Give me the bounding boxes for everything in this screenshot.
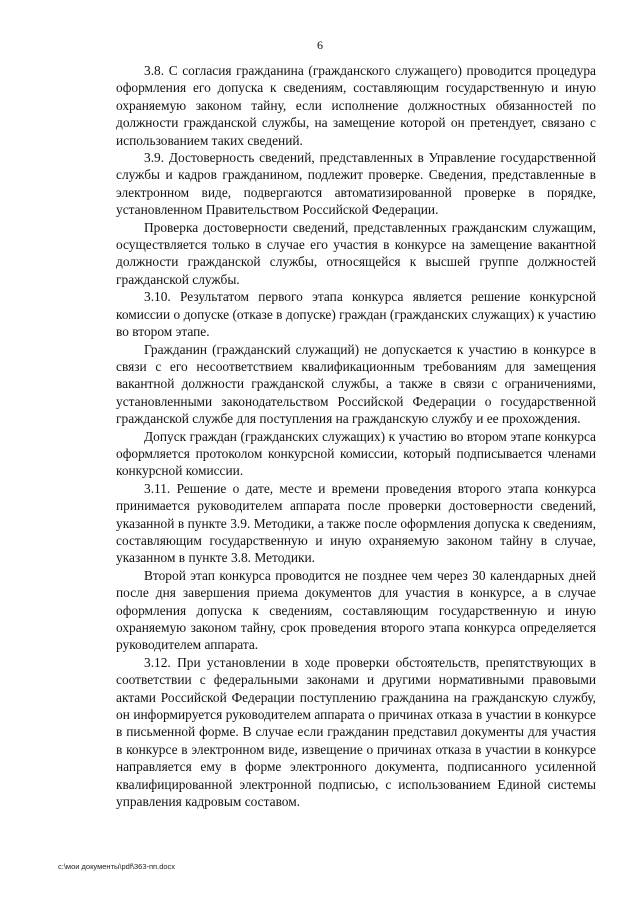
paragraph-admission-protocol: Допуск граждан (гражданских служащих) к участию во втором этапе конкурса оформляется протоколом конкурсной комиссии, который подписывается членами конкурсной комиссии. [116,428,596,479]
paragraph-3-11: 3.11. Решение о дате, месте и времени проведения второго этапа конкурса принимается руководителем аппарата после проверки достоверности сведений, указанной в пункте 3.9. Методики, а также после оформления допуска к сведениям, составляющим государственную и иную охраняемую законом тайну в случае, указанном в пункте 3.8. Методики. [116,480,596,566]
document-body [116,62,596,810]
paragraph-3-8: 3.8. С согласия гражданина (гражданского служащего) проводится процедура оформления его допуска к сведениям, составляющим государственную и иную охраняемую законом тайну, если исполнение должностных обязанностей по должности гражданской службы, на замещение которой он претендует, связано с использованием таких сведений. [116,63,596,148]
paragraph-non-admission: Гражданин (гражданский служащий) не допускается к участию в конкурсе в связи с его несоответствием квалификационным требованиям для замещения вакантной должности гражданской службы, а также в связи с ограничениями, установленными законодательством Российской Федерации о государственной гражданской службе для поступления на гражданскую службу и ее прохождения. [116,341,596,427]
paragraph-3-10: 3.10. Результатом первого этапа конкурса является решение конкурсной комиссии о допуске (отказе в допуске) граждан (гражданских служащих) к участию во втором этапе. [116,289,596,340]
paragraph-3-9: 3.9. Достоверность сведений, представленных в Управление государственной службы и кадров гражданином, подлежит проверке. Сведения, представленные в электронном виде, подвергаются автоматизированной проверке в порядке, установленном Правительством Российской Федерации. [116,150,596,218]
file-path-footer: c:\мои документы\pdf\363-пп.docx [58,862,176,871]
paragraph-verification: Проверка достоверности сведений, представленных гражданским служащим, осуществляется только в случае его участия в конкурсе на замещение вакантной должности гражданской службы, относящейся к высшей группе должностей гражданской службы. [116,219,596,287]
paragraph-second-stage: Второй этап конкурса проводится не позднее чем через 30 календарных дней после дня завершения приема документов для участия в конкурсе, а в случае оформления допуска к сведениям, составляющим государственную и иную охраняемую законом тайну, срок проведения второго этапа конкурса определяется руководителем аппарата. [116,567,596,653]
paragraph-3-12: 3.12. При установлении в ходе проверки обстоятельств, препятствующих в соответствии с федеральными законами и другими нормативными правовыми актами Российской Федерации поступлению гражданина на гражданскую службу, он информируется руководителем аппарата о причинах отказа в участии в конкурсе в письменной форме. В случае если гражданин представил документы для участия в конкурсе в электронном виде, извещение о причинах отказа в участии в конкурсе направляется ему в форме электронного документа, подписанного усиленной квалифицированной электронной подписью, с использованием Единой системы управления кадровым составом. [116,654,596,810]
page-number: 6 [317,38,323,52]
